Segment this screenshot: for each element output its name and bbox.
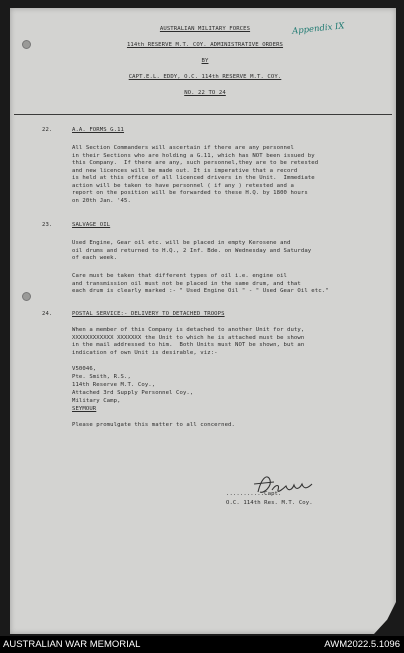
address-line: V50046, — [72, 366, 97, 372]
item-24-number: 24. — [42, 311, 53, 317]
address-line: SEYMOUR — [72, 406, 97, 412]
item-22-title: A.A. FORMS G.11 — [72, 127, 125, 133]
item-23-line: and transmission oil must not be placed in the same drum, and that — [72, 280, 301, 287]
closing-line: Please promulgate this matter to all concerned. — [72, 422, 235, 428]
item-23-line: oil drums and returned to H.Q., 2 Inf. Bde. on Wednesday and Saturday — [72, 247, 312, 254]
item-22-number: 22. — [42, 127, 53, 133]
item-22-line: action will be taken to have personnel ( if any ) retested and a — [72, 182, 294, 189]
item-22-line: and new licences will be made out. It is imperative that a record — [72, 167, 298, 174]
header-line-5: NO. 22 TO 24 — [184, 90, 226, 96]
header-line-2: 114th RESERVE M.T. COY. ADMINISTRATIVE ORDERS — [126, 42, 284, 48]
punch-hole — [22, 292, 31, 301]
item-22-line: on 20th Jan. '45. — [72, 197, 131, 204]
header-line-4: CAPT.E.L. EDDY, O.C. 114th RESERVE M.T. COY. — [128, 74, 282, 80]
item-23-line: of each week. — [72, 255, 118, 261]
header-line-3: BY — [201, 58, 209, 64]
item-24-line: in the mail addressed to him. Both Units must NOT be shown, but an — [72, 342, 305, 348]
footer-accession-number: AWM2022.5.1096 — [324, 639, 400, 650]
item-24-line: XXXXXXXXXXXX XXXXXXX the Unit to which he is attached must be shown — [72, 334, 305, 341]
item-24-line: indication of own Unit is desirable, viz:- — [72, 349, 218, 356]
item-22-line: in their Sections who are holding a G.11, which has NOT been issued by — [72, 152, 315, 159]
item-22-line: report on the position will be forwarded to these H.Q. by 1800 hours — [72, 190, 308, 196]
handwritten-appendix-note: Appendix IX — [291, 21, 345, 37]
signature-line-1: ...........Capt. — [226, 491, 282, 497]
document-sheet — [10, 8, 396, 634]
item-23-line: Used Engine, Gear oil etc. will be placed in empty Kerosene and — [72, 240, 291, 246]
item-22-line: All Section Commanders will ascertain if there are any personnel — [72, 145, 294, 151]
address-line: Pte. Smith, R.S., — [72, 374, 131, 380]
torn-corner — [374, 602, 396, 634]
footer-bar — [0, 636, 404, 653]
address-line: Attached 3rd Supply Personnel Coy., — [72, 390, 194, 396]
address-line: 114th Reserve M.T. Coy., — [72, 382, 156, 388]
punch-hole — [22, 40, 31, 49]
signature-line-2: O.C. 114th Res. M.T. Coy. — [226, 500, 313, 506]
item-22-line: is held at this office of all licenced drivers in the Unit. Immediate — [72, 175, 315, 181]
item-23-line: Care must be taken that different types of oil i.e. engine oil — [72, 273, 287, 279]
item-23-line: each drum is clearly marked :- " Used Engine Oil " - " Used Gear Oil etc." — [72, 288, 329, 294]
item-23-number: 23. — [42, 222, 53, 228]
item-22-line: this Company. If there are any, such personnel,they are to be retested — [72, 160, 319, 166]
item-24-title: POSTAL SERVICE:- DELIVERY TO DETACHED TROOPS — [72, 311, 225, 317]
header-line-1: AUSTRALIAN MILITARY FORCES — [159, 26, 251, 32]
item-24-line: When a member of this Company is detached to another Unit for duty, — [72, 327, 305, 333]
divider — [14, 114, 392, 115]
footer-institution: AUSTRALIAN WAR MEMORIAL — [3, 639, 141, 650]
item-23-title: SALVAGE OIL — [72, 222, 111, 228]
address-line: Military Camp, — [72, 398, 121, 404]
